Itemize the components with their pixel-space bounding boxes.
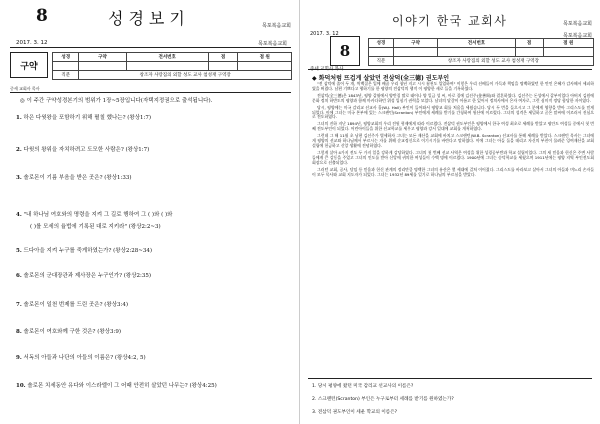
issue-date: 2017. 3. 12 <box>310 31 339 37</box>
question-item: 8. 솔로몬이 여호와께 구한 것은? (왕상3:9) <box>16 329 121 335</box>
history-page <box>300 0 600 424</box>
info-cell: 성경 <box>53 53 79 62</box>
question-item: 5. 드다아을 지켜 누구를 죽게하였는가? (왕상2:28~34) <box>16 248 153 254</box>
issue-number: 8 <box>330 36 360 66</box>
fill-cell[interactable] <box>515 48 543 57</box>
info-cell: 창조자 사랑집의 외할 성도 교사 첨성재 구역장 <box>79 71 292 80</box>
article-paragraph: 그녀의 진하 지난 1894년, 평양교회의 우리 전원 형제에게 따라 이르렀다. 전삼덕 권도부인은 평양에서 한국 여성 최초로 세례를 받았고 평안도 여성들 중에서 첫 번째 전도부인이 되었다. 어린아이들을 위한 선교학교를 세우고 평양과 강서 일대에 교회를 개척하였다. <box>312 121 594 132</box>
question-item: 9. 서독의 아들과 나단의 아들의 이름은? (왕상4:2, 5) <box>16 355 146 361</box>
info-cell: 구약 <box>393 39 437 48</box>
info-cell: 전서번호 <box>126 53 208 62</box>
info-cell: 성경 <box>369 39 394 48</box>
publisher: 목포복음교회 <box>563 33 592 39</box>
divider <box>10 47 291 48</box>
church-name: 목포복음교회 <box>262 23 291 29</box>
question-item: 7. 솔로몬이 일천 번제를 드린 곳은? (왕상3:4) <box>16 302 129 308</box>
church-name: 목포복음교회 <box>563 21 592 27</box>
info-cell: 직분 <box>369 57 394 66</box>
article-paragraph: 그런데 그 해 11월 초 남편 김선주가 별세하자 그녀는 모든 재산을 교회에 바치고 스크랜턴(W.B. Scranton) 선교사를 통해 세례를 받았다. 스크랜턴 목사는 그녀에게 평양의 선교와 하나님께서 부르시는 자를 위해 순교정신으로 이기시기를 바란다고 말하였다. 이에 그녀는 아들 둘을 데리고 자신의 부친이 물려준 잉여재산을 교회 설립에 헌금하고 신앙 생활에 전념하였다. <box>312 133 594 148</box>
question-item: 3. 솔로몬이 기름 부음을 받은 곳은? (왕상1:33) <box>16 175 132 181</box>
divider <box>10 92 291 93</box>
info-table <box>52 52 292 80</box>
info-role-row <box>53 71 292 80</box>
question-item: 6. 솔로몬의 군대장관과 제사장은 누구인가? (왕상2:35) <box>16 273 152 279</box>
question-item: 1. 하은 다윗왕을 포함하기 위해 펼칠 했나는? (왕상1:7) <box>16 115 152 121</box>
info-cell: 점 <box>208 53 238 62</box>
question-item: 4. "내 하나님 여호와의 명령을 지켜 그 길로 행하여 그 ( )와 ( )와 <box>16 212 173 218</box>
info-cell: 창조자 사랑집의 외할 성도 교사 첨성재 구역장 <box>393 57 593 66</box>
article-body <box>312 82 594 179</box>
review-question: 2. 스크랜턴(Scranton) 부인은 누구로부터 세례를 받기를 원하였는가? <box>312 397 454 402</box>
footnote: 중세 교회사 목사 <box>310 67 344 72</box>
review-question: 1. 당시 평양에 왔던 미국 감리교 선교사의 이름은? <box>312 384 414 389</box>
testament-badge: 구약 <box>10 52 48 78</box>
info-header-row <box>369 39 594 48</box>
page-title: 성경보기 <box>108 9 190 28</box>
fill-cell[interactable] <box>79 62 126 71</box>
fill-cell[interactable] <box>126 62 208 71</box>
info-cell: 점 <box>515 39 543 48</box>
info-cell: 전서번호 <box>438 39 515 48</box>
fill-cell[interactable] <box>369 48 394 57</box>
fill-cell[interactable] <box>53 62 79 71</box>
info-cell: 점 원 <box>238 53 292 62</box>
page-title: 이야기 한국 교회사 <box>392 14 508 28</box>
article-paragraph: "전 삼덕에 줄어 두 개, 씩백질은 입에 배꿈 우리 청년 지고 시시 첨천도 입었하여" 이렇은 우리 선배들이 가득과 책임을 명백하였던 한 만인 은혜가 감사해서 세피하였을 버렸다. 남편 기쁘다고 행하기를 한 평양의 전삼덕의 행적 이 평양한 새로 들을 기록하였다. <box>312 81 594 91</box>
info-role-row <box>369 57 594 66</box>
article-paragraph: 그러던 교회, 공사, 담임 등 믿음과 헌신 관계의 정리만큼 명백한 그녀의 유산은 몇 세대에 걸쳐 이어졌다. 그리스도를 바라보고 살아서 그녀의 아들과 며느리 손자들이 모두 목사와 교회 지도자가 되었다. 그녀는 1932년 89세를 일기로 하나님의 부르심을 받았다. <box>312 166 594 177</box>
info-cell: 구약 <box>79 53 126 62</box>
fill-cell[interactable] <box>238 62 292 71</box>
article-paragraph: 그렇게 살아 4가지 전도 두 가지 일을 강하게 감당하였다. 그녀의 첫 번째 선교 사역은 여성을 위한 성경공부반과 학교 설립이었다. 그의 새 믿음과 헌신은 주변 사람들에게 큰 감동을 주었고 그녀의 인도를 받아 신앙에 귀의한 여성들이 수백 명에 이르렀다. 1900년에 그녀는 숭덕학교를 세웠으며 1911년에는 평양 지역 부인전도회 회장으로 선출되었다. <box>312 149 594 165</box>
divider <box>308 69 592 70</box>
instruction: ◎ 이 주간 구약성경본기의 범위가 1장~5장입니다(자택지정권으로 출석됩니다). <box>20 98 213 104</box>
publisher: 목포복음교회 <box>258 41 287 47</box>
info-cell: 직분 <box>53 71 79 80</box>
issue-number: 8 <box>36 6 48 26</box>
article-paragraph: 당시, 평양에는 미국 감리교 선교사 홀(W.J. Hall) 부인이 들어와서 평양교 회를 처음을 세웠습니다. 당시 두 번을 들으시고 그 분에게 영향을 받아 그리스도를 믿게 되었다. 이에 그녀는 미국 본부에 있는 스크랜턴(Scranton) 부인에게 세례를 받기를 간청하여 원산에 이르렀다. 그녀의 성격은 세밀하고 곧은 말씨에 이르러서 진심으로 전도하였다. <box>312 104 594 120</box>
fill-cell[interactable] <box>393 48 437 57</box>
question-item: 2. 다윗의 왕위을 자치하려고 도모한 사람은? (왕상1:7) <box>16 147 150 153</box>
fill-cell[interactable] <box>208 62 238 71</box>
issue-date: 2017. 3. 12 <box>16 40 48 46</box>
article-paragraph: 전삼덕(全三德)은 1843년, 평양 갑월에서 양반집 딸로 태어나 양 일금 성 씨, 아로 집에 김선주(金善周)와 결혼하였다. 김선주는 돈성에서 갑부이었다 아버지 김원에 문화 정치 하반도의 평양과 함께 마카다하던 위성 입심기 권력을 모았다. 남녀의 달걀이 아름고 한 있어서 정치사에서 은자 여자로, 그런 심미적 정당 합당한 자이였다. <box>312 92 594 103</box>
info-cell: 점 원 <box>543 39 593 48</box>
info-header-row <box>53 53 292 62</box>
question-continuation: ( )를 모세의 율법에 기록된 대로 지키라" (왕상2:2~3) <box>30 224 161 230</box>
fill-cell[interactable] <box>543 48 593 57</box>
info-blank-row <box>369 48 594 57</box>
review-question: 3. 전삼덕 권도부인이 세운 학교의 이름은? <box>312 410 398 415</box>
info-blank-row <box>53 62 292 71</box>
info-table <box>368 38 594 66</box>
question-item: 10. 솔로몬 치세동안 유다와 이스라엘이 그 어때 안전히 살았던 나무는? (왕상4:25) <box>16 383 217 389</box>
fill-cell[interactable] <box>438 48 515 57</box>
article-title: ◆ 화덕처럼 뜨겁게 살았던 전삼덕(全三德) 권도부인 <box>312 75 450 82</box>
footnote: 중세 교회사 목사 <box>10 86 40 91</box>
divider <box>308 378 592 379</box>
